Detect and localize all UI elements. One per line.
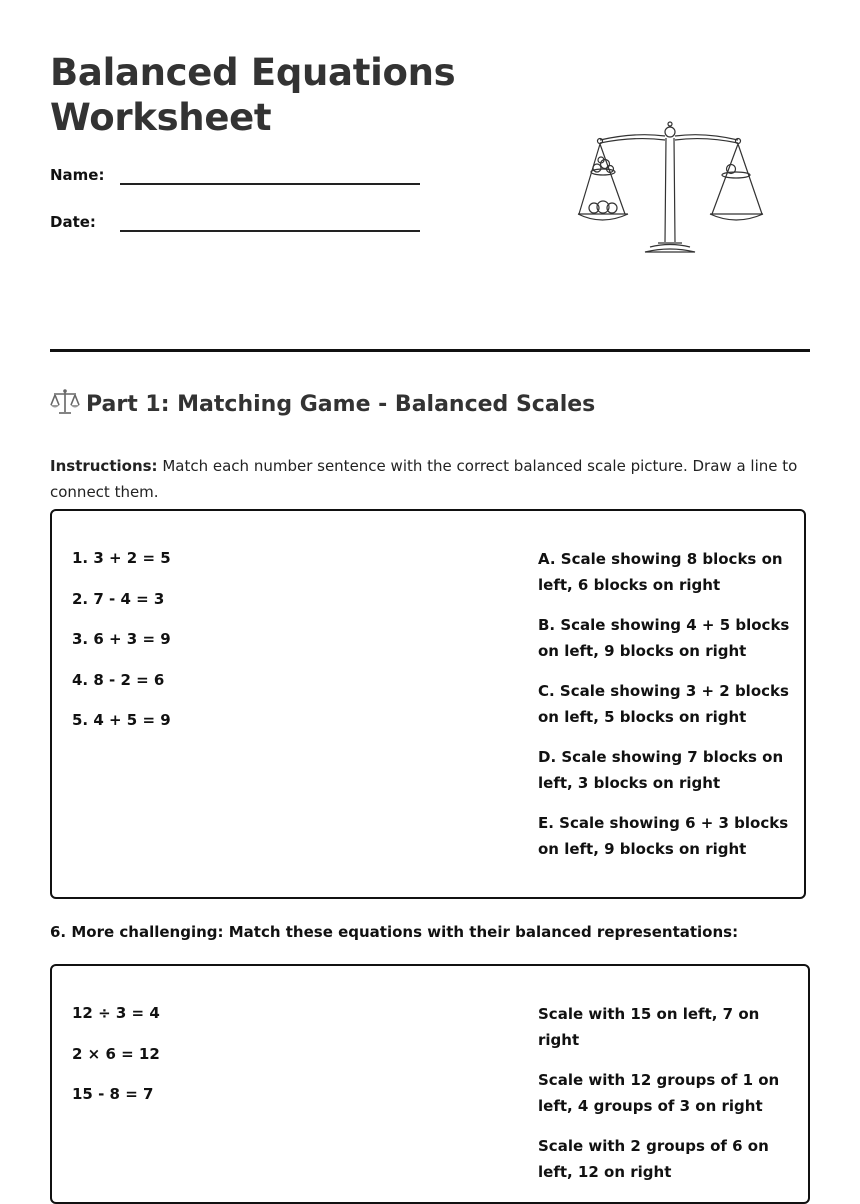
balance-scale-icon: [570, 118, 770, 258]
equation-item[interactable]: 4. 8 - 2 = 6: [72, 670, 165, 689]
scale-option-item[interactable]: D. Scale showing 7 blocks on left, 3 blocks on right: [538, 748, 784, 792]
equation-item[interactable]: 2 × 6 = 12: [72, 1044, 160, 1063]
scale-option-item[interactable]: C. Scale showing 3 + 2 blocks on left, 5 blocks on right: [538, 682, 789, 726]
balance-scale-icon: [50, 388, 80, 416]
equation-item[interactable]: 3. 6 + 3 = 9: [72, 630, 171, 648]
challenge-equations-column: [72, 1002, 472, 1124]
date-field-row: [50, 212, 420, 242]
matching-box-part1: [50, 509, 806, 899]
equation-item[interactable]: 1. 3 + 2 = 5: [72, 549, 171, 567]
scale-option-item[interactable]: E. Scale showing 6 + 3 blocks on left, 9 blocks on right: [538, 814, 789, 858]
scale-option-item[interactable]: Scale with 2 groups of 6 on left, 12 on right: [538, 1137, 769, 1181]
name-field-row: [50, 165, 420, 195]
part1-heading: [50, 388, 810, 420]
instructions-text: Match each number sentence with the correct balanced scale picture. Draw a line to connect them.: [50, 457, 798, 501]
scale-option-item[interactable]: Scale with 15 on left, 7 on right: [538, 1005, 760, 1049]
matching-box-part2: [50, 964, 810, 1204]
part1-heading-text: Part 1: Matching Game - Balanced Scales: [86, 392, 596, 417]
section-divider: [50, 349, 810, 352]
equation-item[interactable]: 5. 4 + 5 = 9: [72, 711, 171, 729]
worksheet-title: Balanced Equations Worksheet: [50, 51, 456, 139]
challenge-options-column: [538, 1002, 794, 1200]
scale-option-item[interactable]: A. Scale showing 8 blocks on left, 6 blocks on right: [538, 550, 783, 594]
instructions-label: Instructions:: [50, 457, 158, 475]
equation-item[interactable]: 2. 7 - 4 = 3: [72, 589, 165, 608]
options-column: [538, 547, 794, 877]
name-blank-line[interactable]: [120, 183, 420, 185]
instructions-paragraph: [50, 453, 810, 505]
scale-option-item[interactable]: B. Scale showing 4 + 5 blocks on left, 9 blocks on right: [538, 616, 790, 660]
equation-item[interactable]: 12 ÷ 3 = 4: [72, 1004, 160, 1022]
equations-column: [72, 547, 472, 750]
scale-option-item[interactable]: Scale with 12 groups of 1 on left, 4 groups of 3 on right: [538, 1071, 780, 1115]
date-blank-line[interactable]: [120, 230, 420, 232]
equation-item[interactable]: 15 - 8 = 7: [72, 1085, 154, 1103]
name-label: Name:: [50, 166, 105, 184]
challenge-prompt: 6. More challenging: Match these equations with their balanced representations:: [50, 923, 739, 941]
date-label: Date:: [50, 213, 96, 231]
